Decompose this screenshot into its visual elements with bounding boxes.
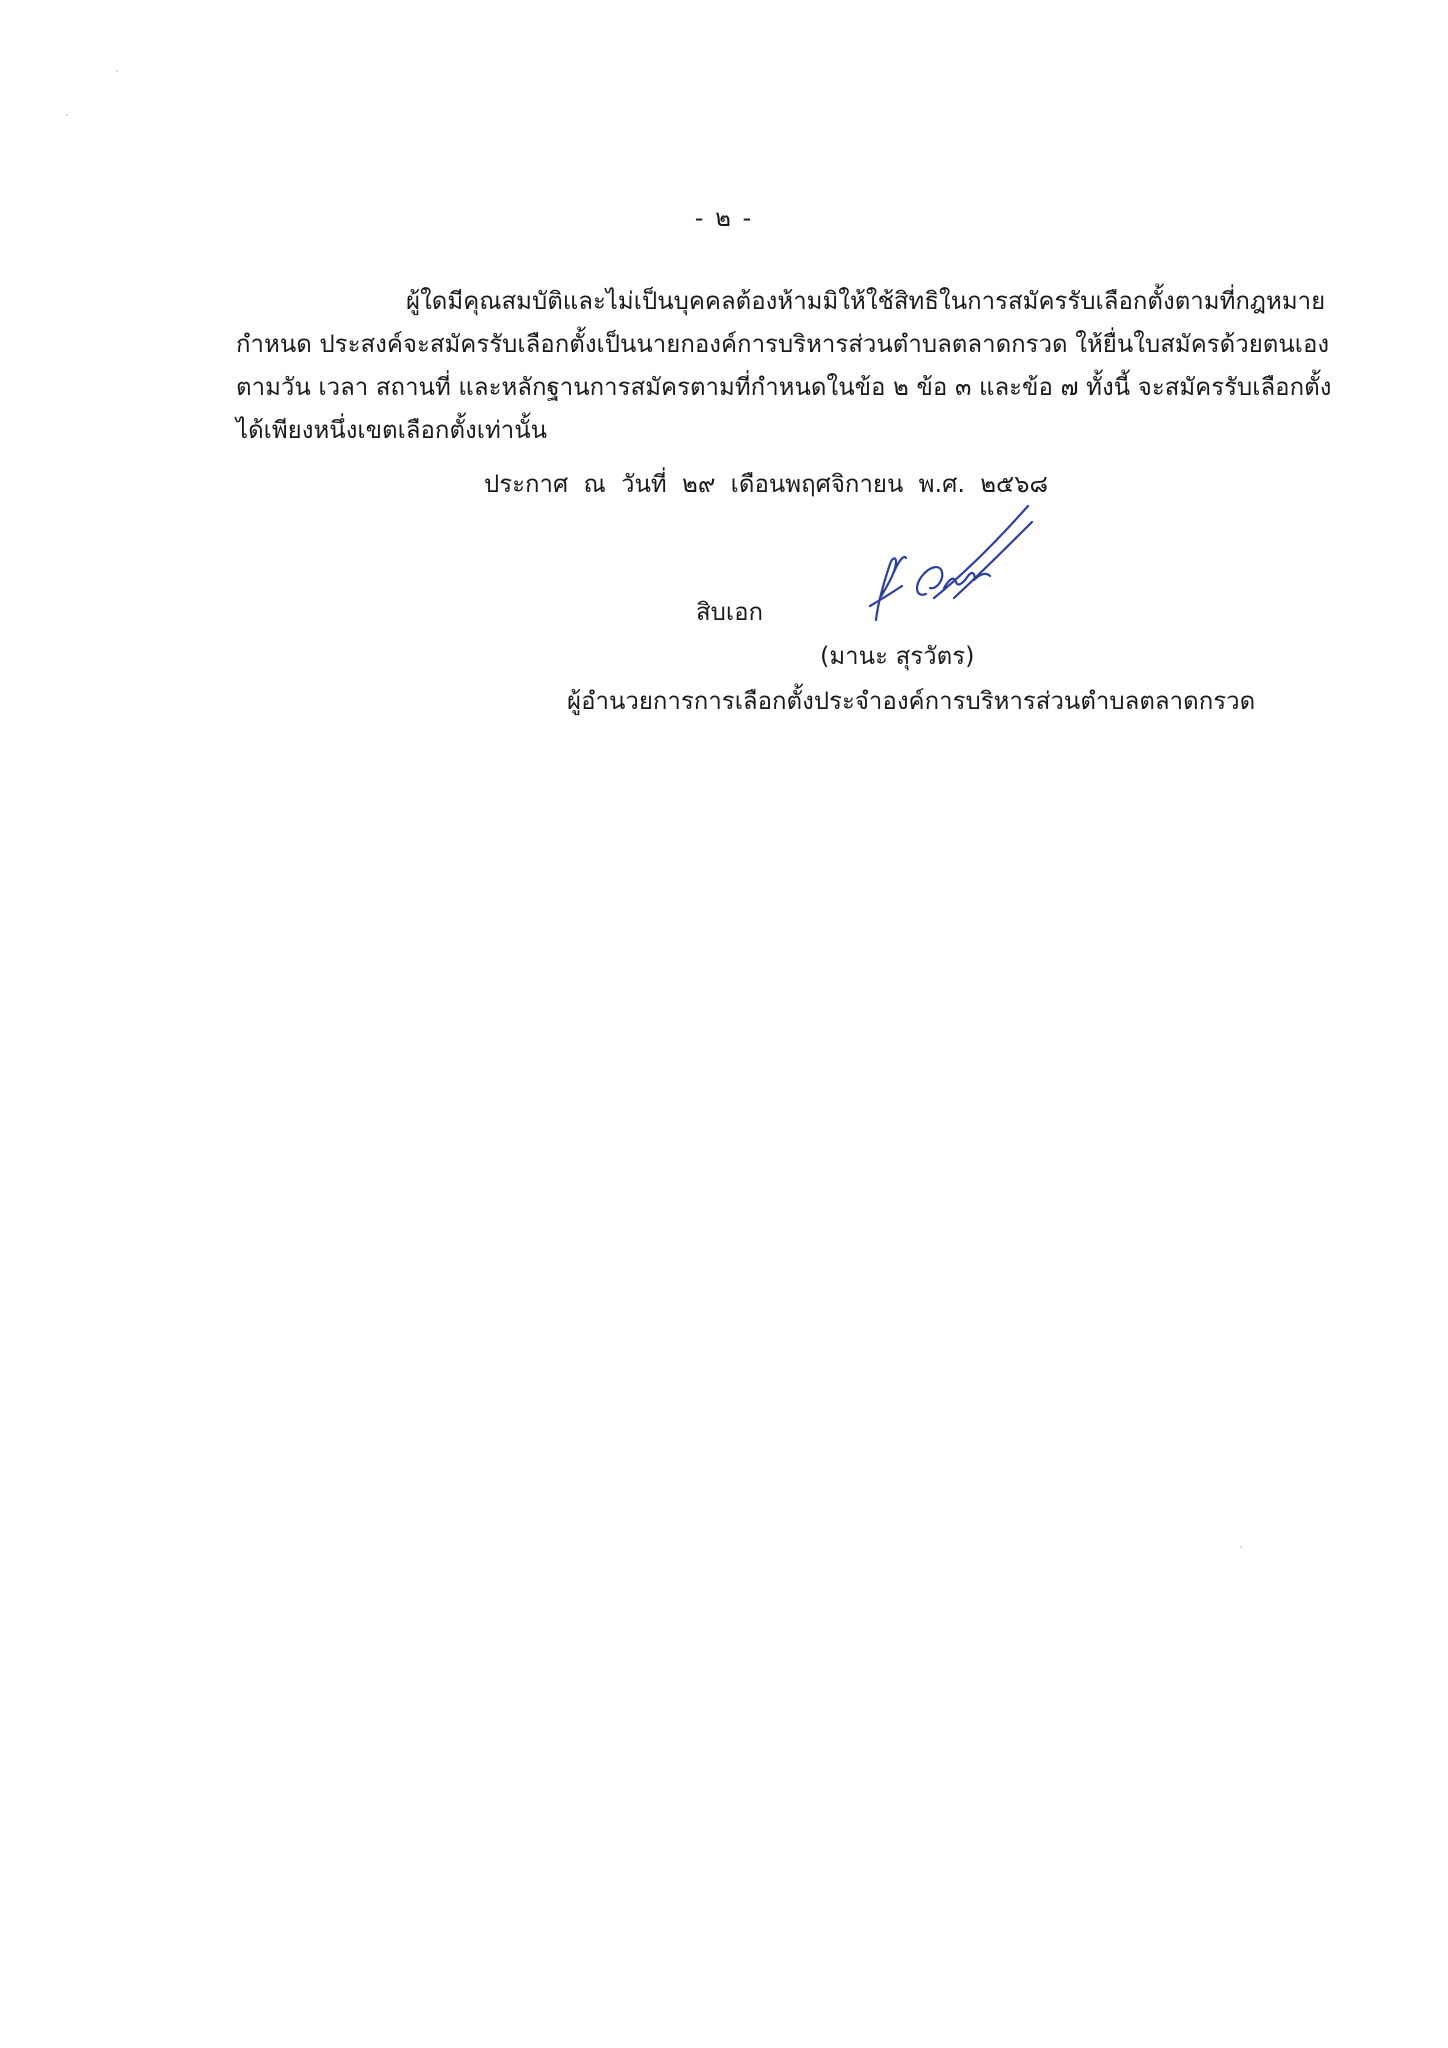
announcement-date: ประกาศ ณ วันที่ ๒๙ เดือนพฤศจิกายน พ.ศ. ๒๕๖๘ [484,470,1048,498]
page-number: - ๒ - [694,204,754,232]
announcement-paragraph [236,280,1332,452]
signatory-name: (มานะ สุรวัตร) [820,642,975,670]
signature-graphic [856,502,1036,632]
scan-speck [116,70,118,72]
scan-speck [66,114,68,116]
paragraph-line: ได้เพียงหนึ่งเขตเลือกตั้งเท่านั้น [236,416,548,444]
signatory-position: ผู้อำนวยการการเลือกตั้งประจำองค์การบริหารส่วนตำบลตลาดกรวด [567,687,1256,715]
paragraph-line: ตามวัน เวลา สถานที่ และหลักฐานการสมัครตามที่กำหนดในข้อ ๒ ข้อ ๓ และข้อ ๗ ทั้งนี้ จะสมัครรับเลือกตั้ง [236,373,1332,401]
paragraph-line: ผู้ใดมีคุณสมบัติและไม่เป็นบุคคลต้องห้ามมิให้ใช้สิทธิในการสมัครรับเลือกตั้งตามที่กฎหมาย [406,287,1326,315]
scan-speck [1240,1546,1242,1548]
paragraph-line: กำหนด ประสงค์จะสมัครรับเลือกตั้งเป็นนายกองค์การบริหารส่วนตำบลตลาดกรวด ให้ยื่นใบสมัครด้วยตนเอง [236,330,1330,358]
signatory-rank: สิบเอก [696,598,764,626]
